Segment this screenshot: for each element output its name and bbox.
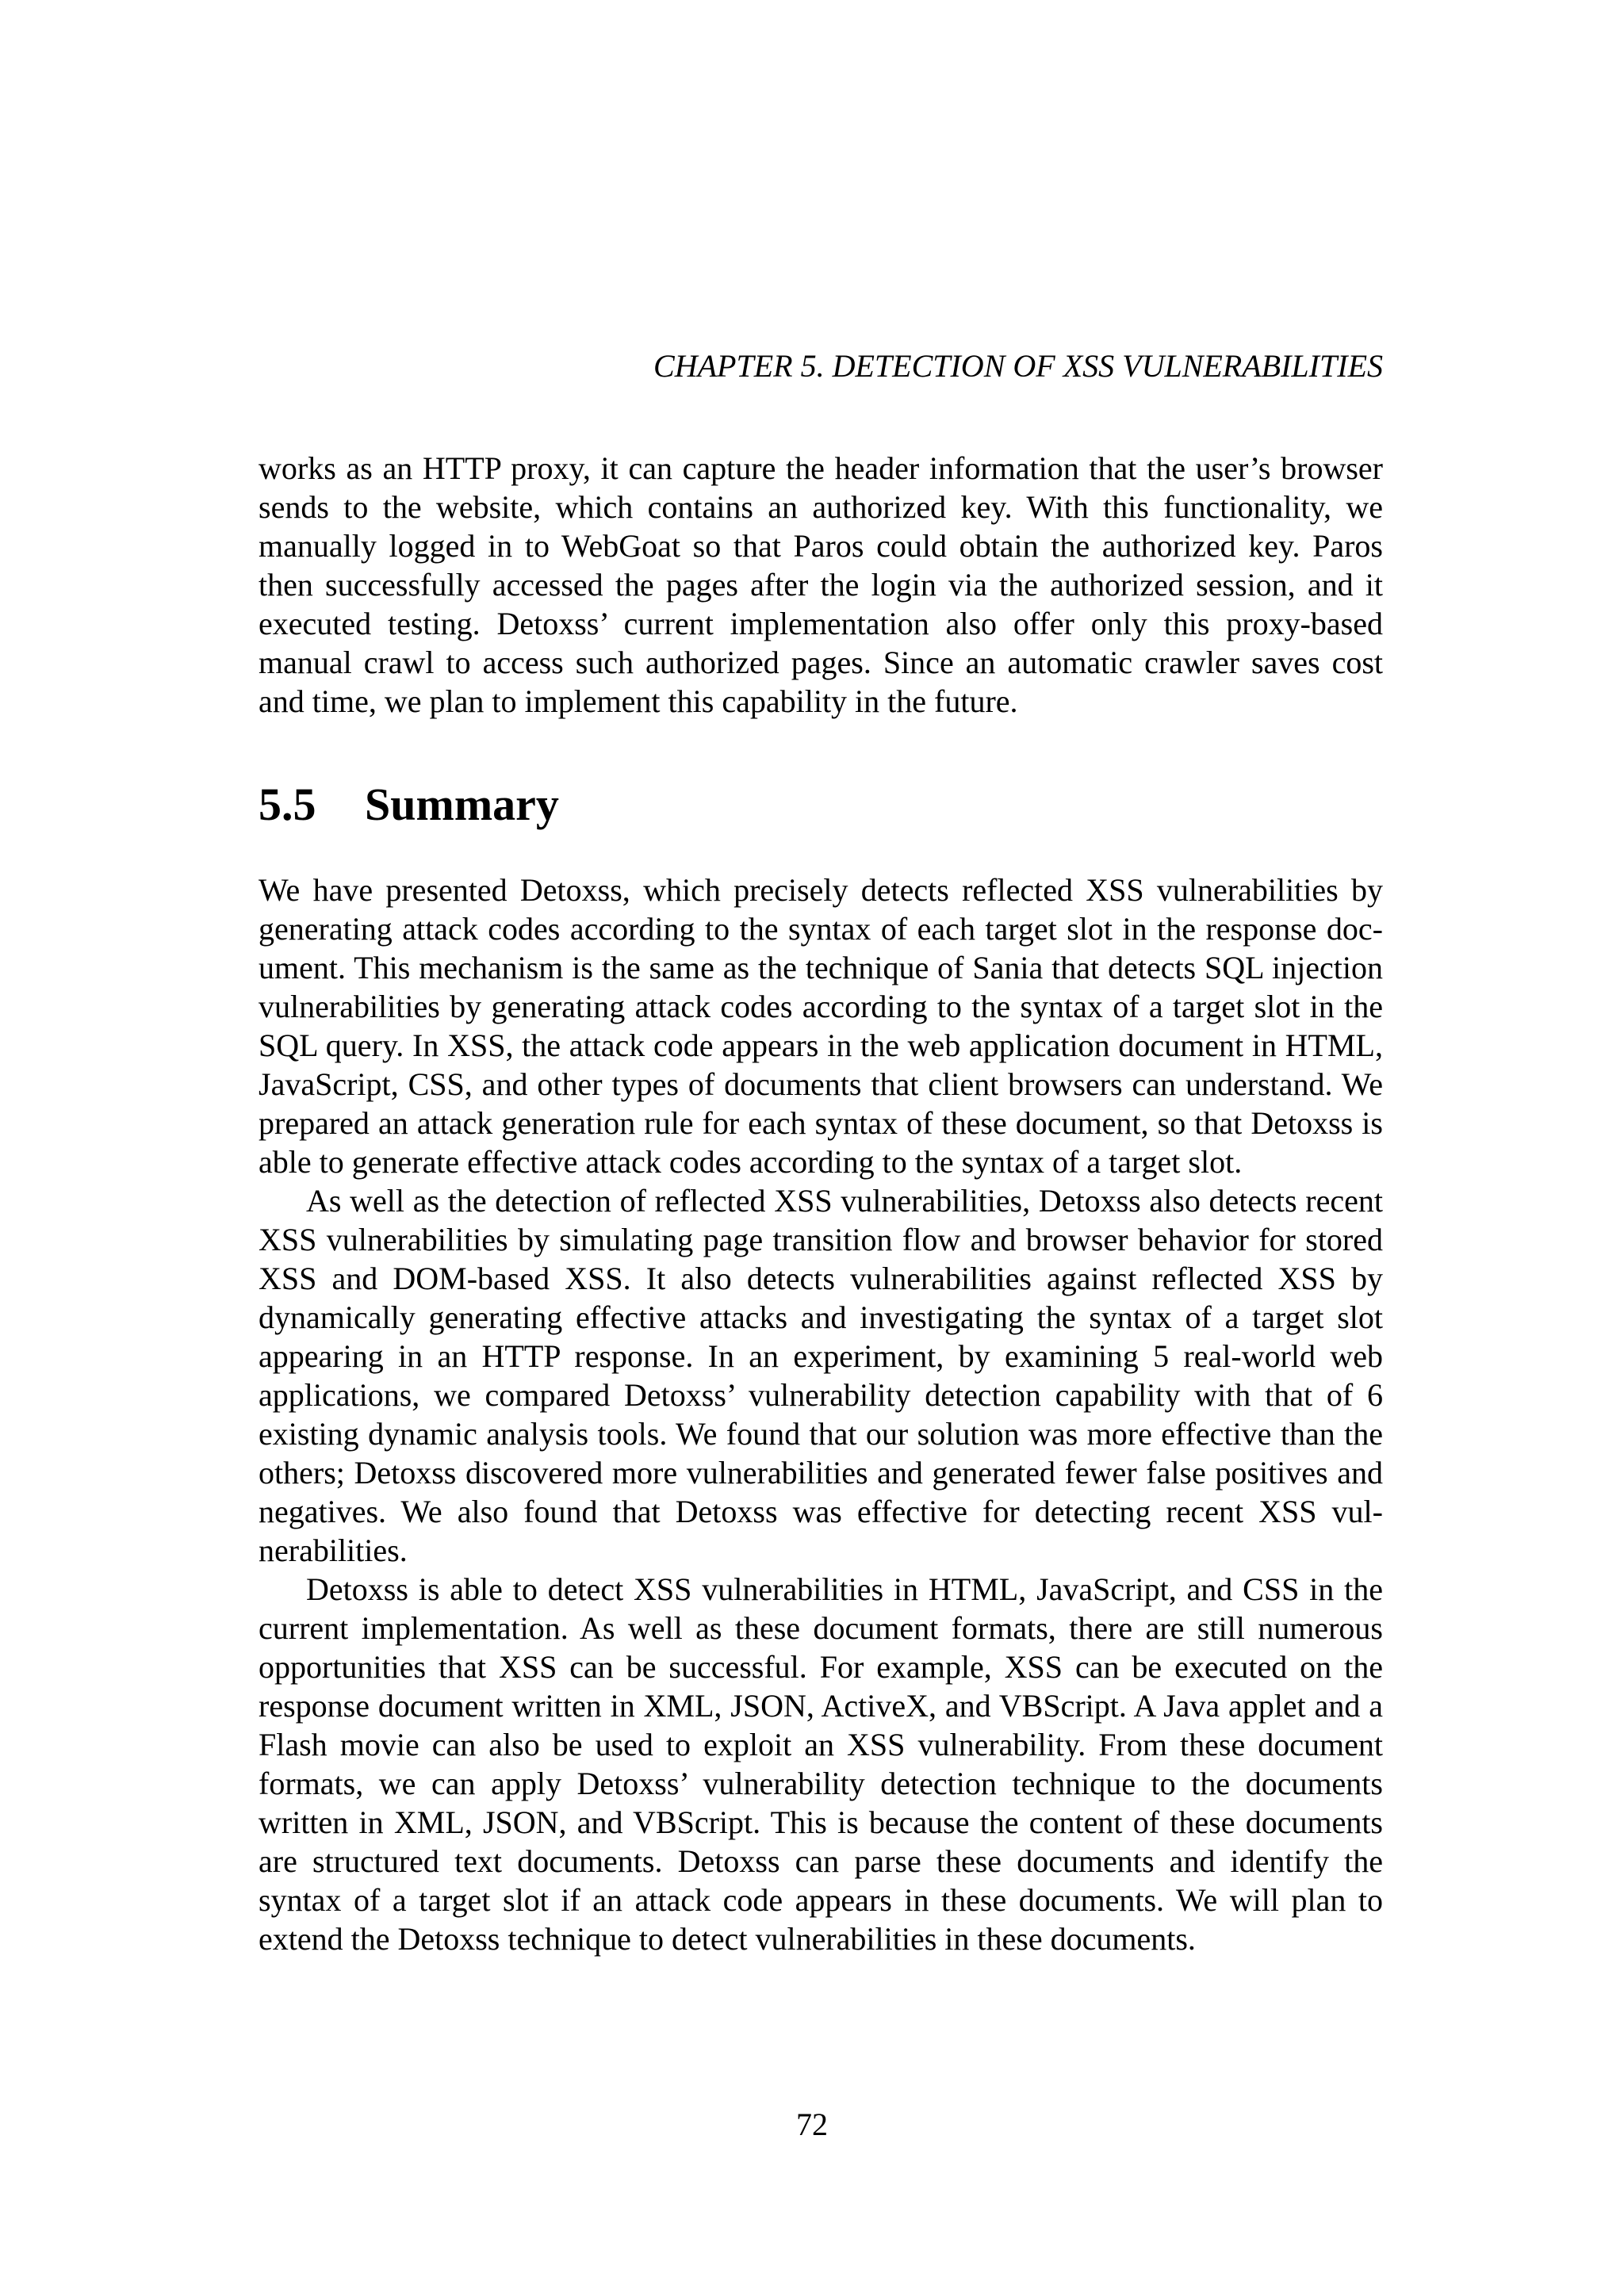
summary-paragraph-2: As well as the detection of reflected XSS vulnerabilities, Detoxss also detects recent XSS vulnerabilities by simulating page transition flow and browser behavior for stored XSS and DOM-based XSS. It also detects vulnerabilities against reflected XSS by dynamically generating effective attacks and investigating the syntax of a target slot appearing in an HTTP response. In an experiment, by examining 5 real-world web applications, we compared Detoxss’ vulnerability detection capability with that of 6 existing dynamic analysis tools. We found that our solution was more effective than the others; Detoxss discovered more vulnerabilities and generated fewer false positives and negatives. We also found that Detoxss was effective for detecting recent XSS vulnerabilities. [259, 1183, 1383, 1568]
page-number: 72 [796, 2107, 828, 2142]
continuation-text-block [259, 449, 1383, 721]
continuation-paragraph: works as an HTTP proxy, it can capture the header information that the user’s browser sends to the website, which contains an authorized key. With this functionality, we manually logged in to WebGoat so that Paros could obtain the authorized key. Paros then successfully accessed the pages after the login via the authorized session, and it executed testing. Detoxss’ current implementation also offer only this proxy-based manual crawl to access such authorized pages. Since an automatic crawler saves cost and time, we plan to implement this capability in the future. [259, 450, 1383, 719]
summary-paragraph-3: Detoxss is able to detect XSS vulnerabilities in HTML, JavaScript, and CSS in the current implementation. As well as these document formats, there are still numerous opportunities that XSS can be successful. For example, XSS can be executed on the response document written in XML, JSON, ActiveX, and VBScript. A Java applet and a Flash movie can also be used to exploit an XSS vulnerability. From these document formats, we can apply Detoxss’ vulnerability detection technique to the documents written in XML, JSON, and VBScript. This is because the content of these documents are structured text documents. Detoxss can parse these documents and identify the syntax of a target slot if an attack code appears in these documents. We will plan to extend the Detoxss technique to detect vulnerabilities in these documents. [259, 1571, 1383, 1957]
summary-text-block [259, 871, 1383, 1958]
section-heading [259, 777, 559, 832]
summary-paragraph-1: We have presented Detoxss, which precisely detects reflected XSS vulnerabilities by generating attack codes according to the syntax of each target slot in the response document. This mechanism is the same as the technique of Sania that detects SQL injection vulnerabilities by generating attack codes according to the syntax of a target slot in the SQL query. In XSS, the attack code appears in the web application document in HTML, JavaScript, CSS, and other types of documents that client browsers can understand. We prepared an attack generation rule for each syntax of these document, so that Detoxss is able to generate effective attack codes according to the syntax of a target slot. [259, 872, 1383, 1180]
running-header: CHAPTER 5. DETECTION OF XSS VULNERABILITIES [653, 348, 1383, 384]
section-title: Summary [365, 779, 559, 830]
section-number: 5.5 [259, 779, 316, 830]
